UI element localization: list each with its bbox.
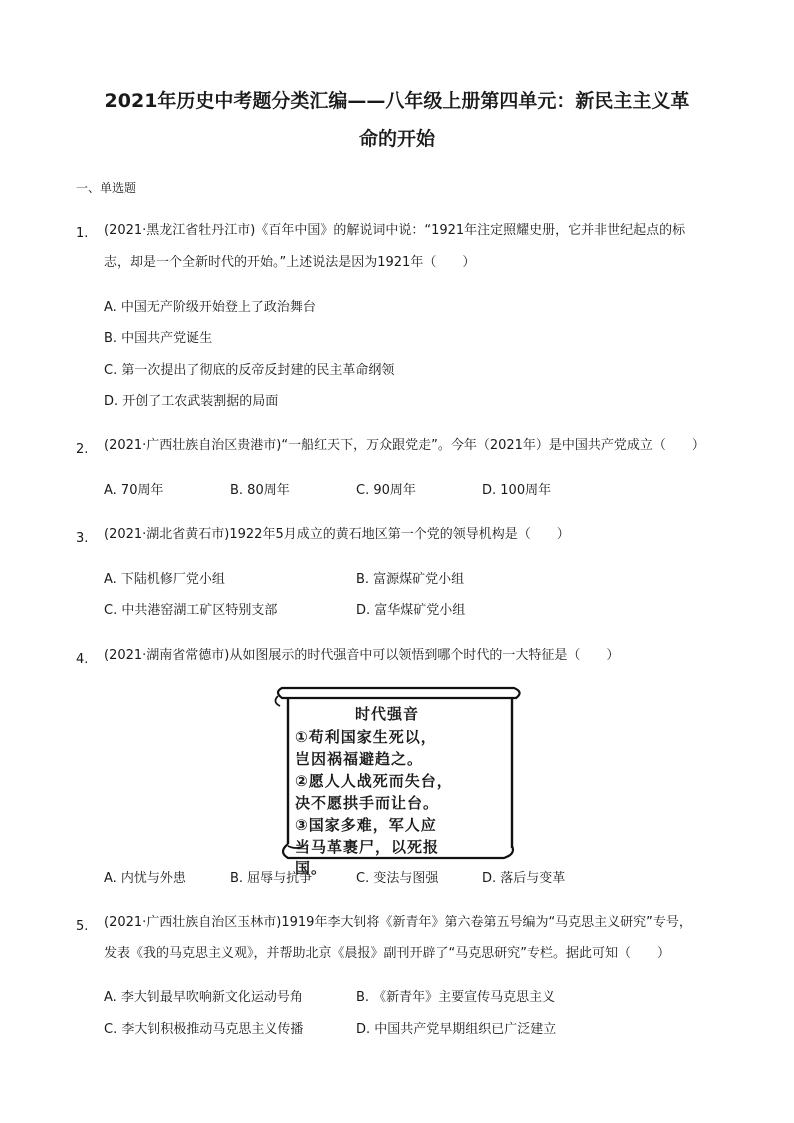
question-4-option-a[interactable]: A. 内忧与外患	[104, 871, 186, 886]
figure-heading: 时代强音	[355, 705, 420, 723]
figure-line-4: 决不愿拱手而让台。	[295, 794, 440, 812]
question-2-option-a[interactable]: A. 70周年	[104, 483, 164, 498]
question-5-option-d[interactable]: D. 中国共产党早期组织已广泛建立	[356, 1022, 557, 1037]
figure-line-6: 当马革裹尸，以死报	[295, 838, 440, 856]
figure-line-5: ③国家多难，军人应	[295, 816, 437, 834]
question-5-stem-line1: (2021·广西壮族自治区玉林市)1919年李大钊将《新青年》第六卷第五号编为“马克思主义研究”专号，	[104, 915, 692, 930]
question-5-stem-line2: 发表《我的马克思主义观》，并帮助北京《晨报》副刊开辟了“马克思研究”专栏。据此可知（ ）	[104, 946, 670, 961]
question-1-option-b[interactable]: B. 中国共产党诞生	[104, 331, 213, 346]
question-2-option-d[interactable]: D. 100周年	[482, 483, 552, 498]
question-3-option-c[interactable]: C. 中共港窑湖工矿区特别支部	[104, 603, 278, 618]
question-5-number: 5.	[76, 919, 89, 934]
question-5-option-a[interactable]: A. 李大钊最早吹响新文化运动号角	[104, 990, 303, 1005]
question-4-stem-line1: (2021·湖南省常德市)从如图展示的时代强音中可以领悟到哪个时代的一大特征是（ ）	[104, 648, 620, 663]
question-2-number: 2.	[76, 442, 89, 457]
question-4-number: 4.	[76, 652, 89, 667]
question-3-number: 3.	[76, 531, 89, 546]
question-5-option-b[interactable]: B. 《新青年》主要宣传马克思主义	[356, 990, 556, 1005]
question-2-option-c[interactable]: C. 90周年	[356, 483, 416, 498]
question-3-option-a[interactable]: A. 下陆机修厂党小组	[104, 572, 225, 587]
question-3-option-d[interactable]: D. 富华煤矿党小组	[356, 603, 466, 618]
figure-line-2: 岂因祸福避趋之。	[295, 750, 424, 768]
question-1-option-a[interactable]: A. 中国无产阶级开始登上了政治舞台	[104, 300, 316, 315]
question-1-stem-line1: (2021·黑龙江省牡丹江市)《百年中国》的解说词中说：“1921年注定照耀史册，它并非世纪起点的标	[104, 223, 686, 238]
question-4-option-b[interactable]: B. 屈辱与抗争	[230, 871, 313, 886]
question-1-stem-line2: 志，却是一个全新时代的开始。”上述说法是因为1921年（ ）	[104, 255, 476, 270]
question-5-option-c[interactable]: C. 李大钊积极推动马克思主义传播	[104, 1022, 304, 1037]
figure-line-1: ①苟利国家生死以，	[295, 728, 437, 746]
question-1-number: 1.	[76, 226, 89, 241]
question-1-option-d[interactable]: D. 开创了工农武装割据的局面	[104, 394, 279, 409]
question-4-option-d[interactable]: D. 落后与变革	[482, 871, 566, 886]
figure-line-7: 国。	[295, 859, 328, 877]
document-title-line2: 命的开始	[358, 128, 435, 150]
question-2-option-b[interactable]: B. 80周年	[230, 483, 290, 498]
document-title-line1: 2021年历史中考题分类汇编——八年级上册第四单元：新民主主义革	[104, 90, 690, 112]
question-3-stem-line1: (2021·湖北省黄石市)1922年5月成立的黄石地区第一个党的领导机构是（ ）	[104, 527, 570, 542]
question-3-option-b[interactable]: B. 富源煤矿党小组	[356, 572, 465, 587]
figure-line-3: ②愿人人战死而失台，	[295, 772, 453, 790]
question-4-option-c[interactable]: C. 变法与图强	[356, 871, 439, 886]
question-1-option-c[interactable]: C. 第一次提出了彻底的反帝反封建的民主革命纲领	[104, 363, 395, 378]
section-heading: 一、单选题	[76, 181, 137, 195]
question-2-stem-line1: (2021·广西壮族自治区贵港市)“一船红天下，万众跟党走”。今年（2021年）是中国共产党成立（ ）	[104, 438, 705, 453]
